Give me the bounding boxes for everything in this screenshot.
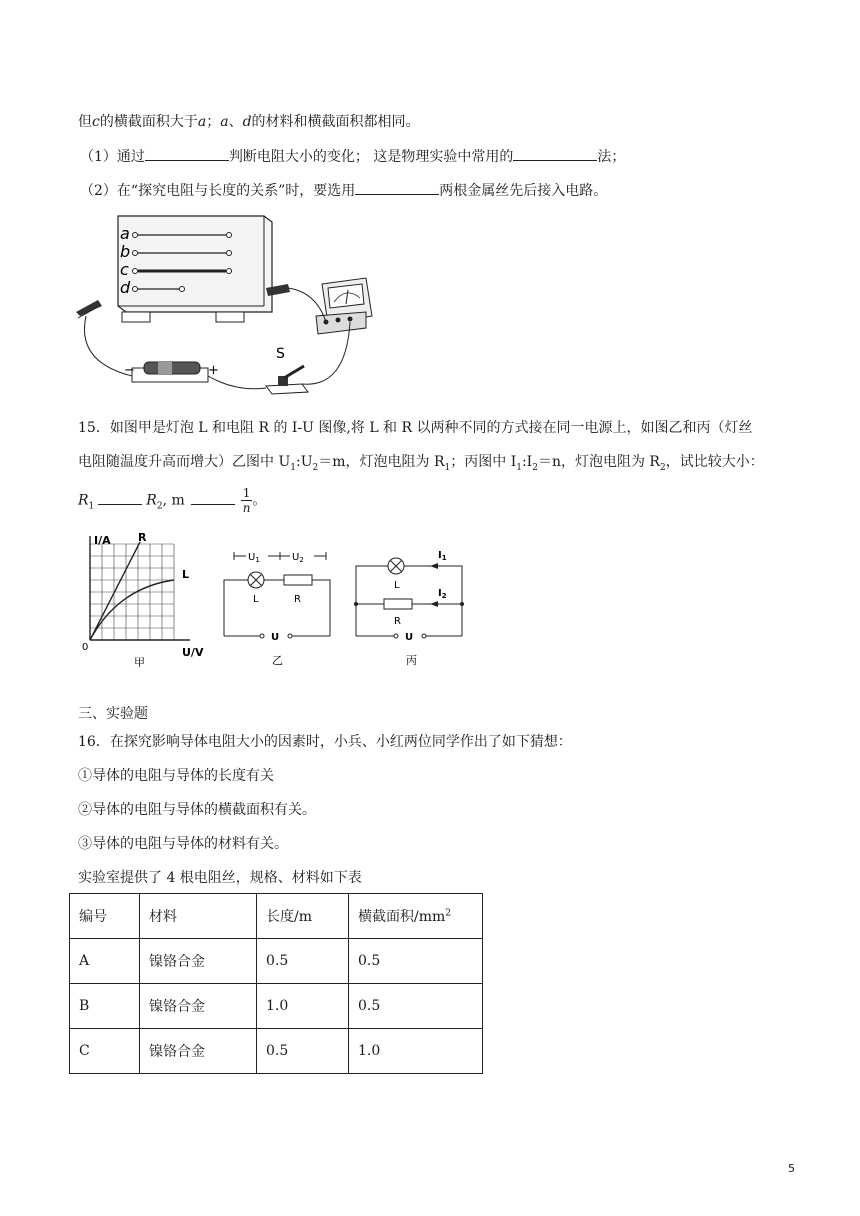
table-cell: 1.0: [349, 1029, 483, 1074]
resistance-experiment-figure: [66, 212, 386, 398]
battery-icon: [124, 362, 219, 382]
answer-blank[interactable]: [355, 180, 439, 195]
label-U: U: [405, 632, 414, 643]
switch-icon: [266, 346, 308, 394]
label-U: U: [271, 632, 280, 643]
ammeter-icon: [316, 278, 372, 334]
label-R: R: [138, 532, 147, 544]
table-cell: 镍铬合金: [140, 984, 257, 1029]
caption-jia: 甲: [134, 656, 145, 669]
alligator-clip-icon: [76, 300, 102, 316]
caption-yi: 乙: [272, 654, 283, 667]
table-header-cell: 编号: [70, 894, 140, 939]
table-cell: B: [70, 984, 140, 1029]
label-R: R: [294, 594, 301, 605]
q16-table-intro: 实验室提供了 4 根电阻丝，规格、材料如下表: [78, 870, 362, 886]
q14-sub1: （1）通过 判断电阻大小的变化； 这是物理实验中常用的 法；: [80, 146, 625, 167]
series-circuit-figure: [218, 544, 336, 670]
resistance-wire-table: [69, 893, 483, 1074]
y-axis-label: I/A: [94, 534, 111, 547]
curve-L: [90, 580, 174, 640]
table-cell: 0.5: [257, 939, 349, 984]
label-I1: $I_1$: [438, 550, 447, 562]
wire-label-a: a: [120, 224, 130, 243]
table-cell: 0.5: [257, 1029, 349, 1074]
iu-graph-figure: [78, 532, 208, 672]
table-header-row: [70, 894, 483, 939]
parallel-circuit-figure: [350, 544, 472, 670]
table-row: [70, 984, 483, 1029]
battery-minus: −: [124, 363, 135, 378]
q16-intro: 16．在探究影响导体电阻大小的因素时，小兵、小红两位同学作出了如下猜想：: [78, 734, 572, 750]
table-row: [70, 939, 483, 984]
arrow-icon: [430, 563, 438, 569]
answer-blank[interactable]: [191, 490, 235, 505]
table-header-cell: 长度/m: [257, 894, 349, 939]
caption-bing: 丙: [406, 654, 417, 667]
q16-guess-1: ①导体的电阻与导体的长度有关: [78, 768, 274, 784]
switch-label: S: [276, 346, 285, 362]
table-row: [70, 1029, 483, 1074]
label-L: L: [394, 580, 400, 591]
wire-label-d: d: [120, 278, 131, 297]
section-heading: 三、实验题: [78, 706, 148, 722]
fraction-one-over-n: $\frac{1}{n}$: [242, 486, 251, 515]
q14-sub2: （2）在“探究电阻与长度的关系”时，要选用 两根金属丝先后接入电路。: [80, 180, 607, 201]
origin-label: 0: [82, 642, 89, 653]
table-cell: A: [70, 939, 140, 984]
battery-plus: +: [208, 363, 219, 378]
table-cell: 镍铬合金: [140, 1029, 257, 1074]
q14-intro-line: 但c的横截面积大于a；a、d的材料和横截面积都相同。: [78, 114, 420, 130]
answer-blank[interactable]: [98, 490, 142, 505]
answer-blank[interactable]: [513, 146, 597, 161]
table-cell: 0.5: [349, 939, 483, 984]
resistor-icon: [384, 599, 412, 609]
label-R: R: [394, 616, 401, 627]
q15-line1: 15．如图甲是灯泡 L 和电阻 R 的 I-U 图像,将 L 和 R 以两种不同的方式接在同一电源上，如图乙和丙（灯丝: [78, 420, 753, 436]
table-cell: 1.0: [257, 984, 349, 1029]
table-cell: 0.5: [349, 984, 483, 1029]
q16-guess-2: ②导体的电阻与导体的横截面积有关。: [78, 802, 316, 818]
label-L: L: [182, 568, 190, 581]
line-R: [90, 542, 140, 640]
answer-blank[interactable]: [145, 146, 229, 161]
label-U1: $U_1$: [248, 552, 260, 564]
table-header-cell: 横截面积$/mm^2$: [349, 894, 483, 939]
arrow-icon: [430, 601, 438, 607]
resistor-icon: [284, 575, 312, 585]
label-L: L: [253, 594, 259, 605]
table-cell: C: [70, 1029, 140, 1074]
q15-line3: $R_1$ $R_2$, m $\frac{1}{n}$ 。: [78, 486, 267, 515]
label-I2: $I_2$: [438, 588, 447, 600]
table-header-cell: 材料: [140, 894, 257, 939]
x-axis-label: U/V: [182, 646, 204, 659]
label-U2: $U_2$: [292, 552, 304, 564]
q15-line2: 电阻随温度升高而增大）乙图中 $U_1:U_2=m$，灯泡电阻为 $R_1$；丙图中 $I_1:I_2=n$，灯泡电阻为 $R_2$，试比较大小：: [78, 454, 764, 473]
q16-guess-3: ③导体的电阻与导体的材料有关。: [78, 836, 288, 852]
wire-label-c: c: [120, 260, 129, 279]
wire-label-b: b: [120, 242, 131, 261]
page-number: 5: [788, 1162, 795, 1175]
table-cell: 镍铬合金: [140, 939, 257, 984]
